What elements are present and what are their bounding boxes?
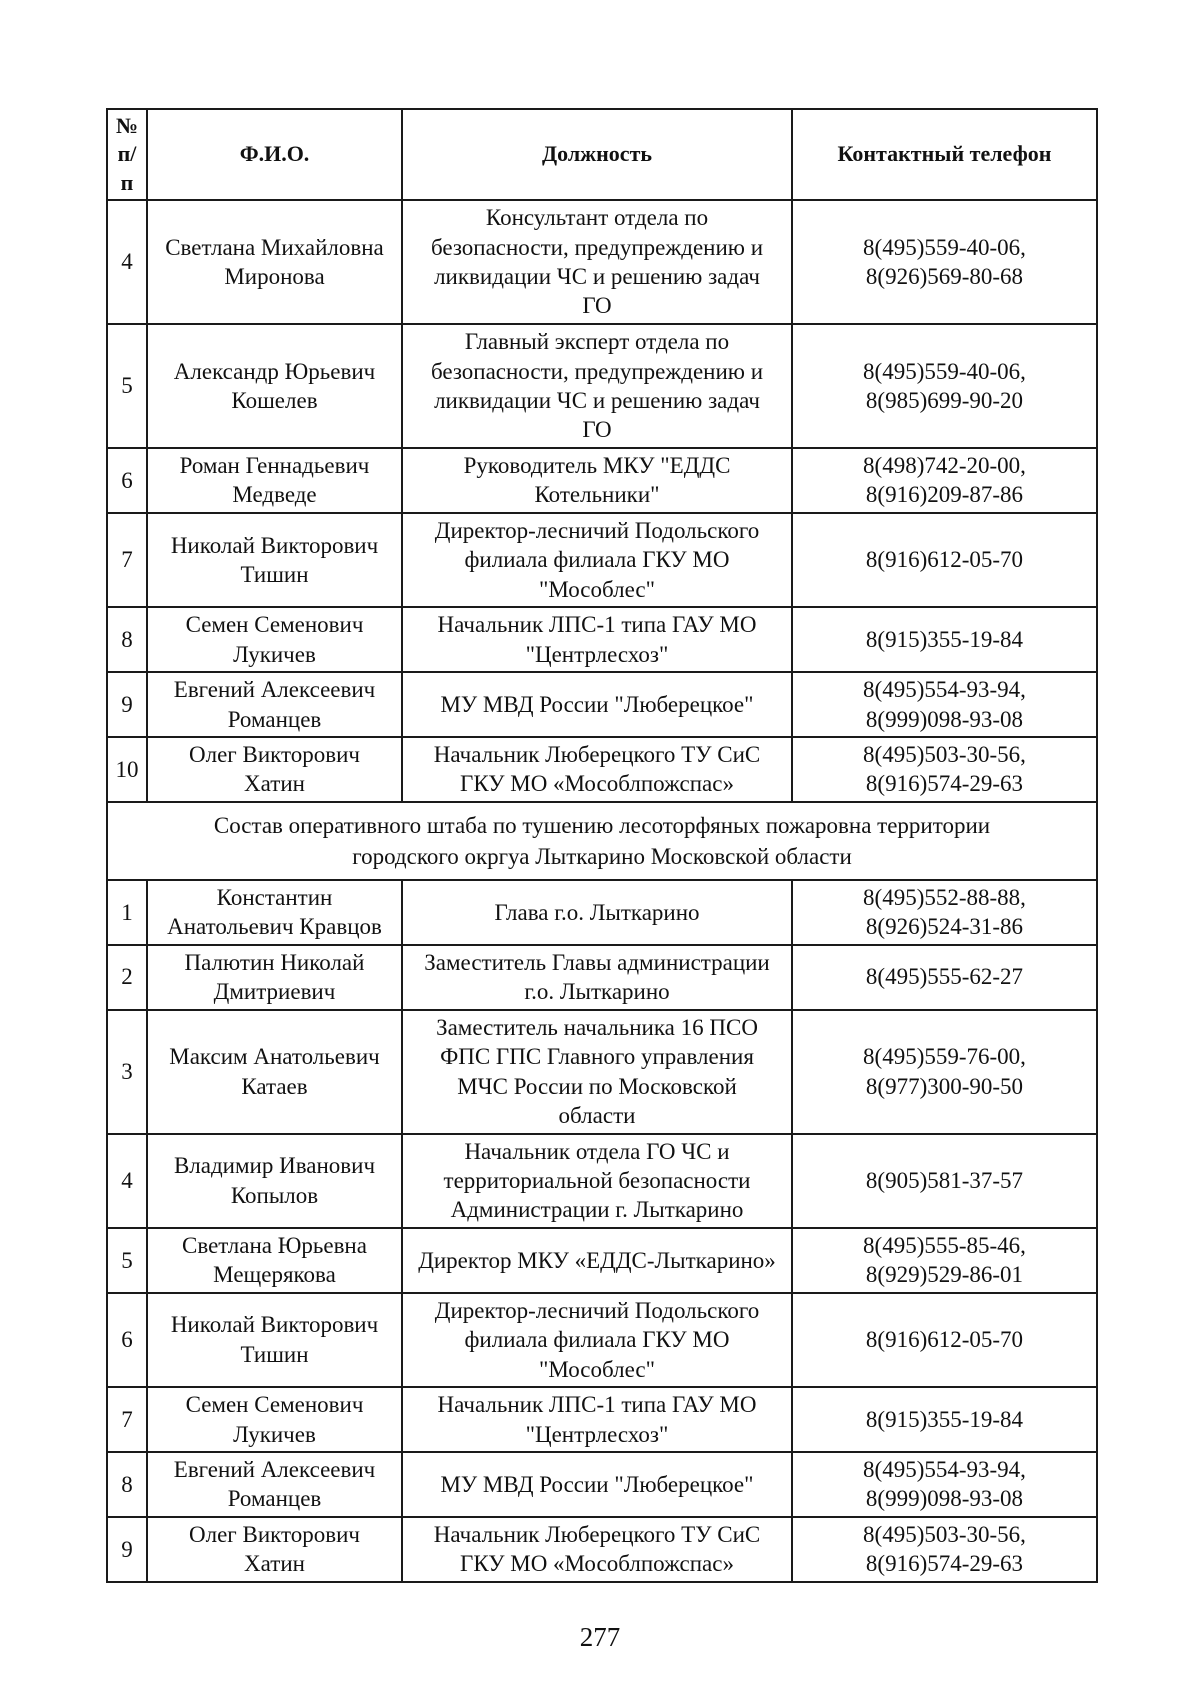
section-title-text: Состав оперативного штаба по тушению лесоторфяных пожаровна территории городского окргуа Лыткарино Московской области — [213, 812, 991, 869]
cell-phone: 8(495)552-88-88, 8(926)524-31-86 — [792, 880, 1097, 945]
cell-position: Директор-лесничий Подольского филиала филиала ГКУ МО "Мособлес" — [402, 513, 792, 607]
cell-num: 9 — [107, 672, 147, 737]
table-row — [107, 1452, 1097, 1517]
cell-position: Начальник Люберецкого ТУ СиС ГКУ МО «Мособлпожспас» — [402, 1517, 792, 1582]
cell-fio: Николай Викторович Тишин — [147, 1293, 402, 1387]
header-row — [107, 109, 1097, 200]
cell-num: 2 — [107, 945, 147, 1010]
cell-fio: Палютин Николай Дмитриевич — [147, 945, 402, 1010]
cell-fio: Константин Анатольевич Кравцов — [147, 880, 402, 945]
contacts-table — [106, 108, 1098, 1583]
table-row — [107, 513, 1097, 607]
cell-num: 10 — [107, 737, 147, 802]
cell-position: Консультант отдела по безопасности, предупреждению и ликвидации ЧС и решению задач ГО — [402, 200, 792, 324]
section-title-row — [107, 802, 1097, 880]
cell-position: Начальник Люберецкого ТУ СиС ГКУ МО «Мособлпожспас» — [402, 737, 792, 802]
cell-num: 6 — [107, 448, 147, 513]
cell-phone: 8(915)355-19-84 — [792, 607, 1097, 672]
cell-phone: 8(495)559-40-06, 8(985)699-90-20 — [792, 324, 1097, 448]
cell-num: 7 — [107, 513, 147, 607]
cell-phone: 8(495)503-30-56, 8(916)574-29-63 — [792, 737, 1097, 802]
table-row — [107, 880, 1097, 945]
section-title — [107, 802, 1097, 880]
cell-position: Руководитель МКУ "ЕДДС Котельники" — [402, 448, 792, 513]
cell-fio: Евгений Алексеевич Романцев — [147, 672, 402, 737]
header-position: Должность — [402, 109, 792, 200]
cell-position: Директор МКУ «ЕДДС-Лыткарино» — [402, 1228, 792, 1293]
table-row — [107, 1517, 1097, 1582]
table-row — [107, 448, 1097, 513]
cell-phone: 8(915)355-19-84 — [792, 1387, 1097, 1452]
header-num-text: № п/ п — [115, 113, 139, 195]
cell-fio: Светлана Юрьевна Мещерякова — [147, 1228, 402, 1293]
cell-num: 4 — [107, 1134, 147, 1228]
table-row — [107, 324, 1097, 448]
table-row — [107, 1228, 1097, 1293]
cell-phone: 8(495)555-85-46, 8(929)529-86-01 — [792, 1228, 1097, 1293]
cell-num: 5 — [107, 324, 147, 448]
table-row — [107, 1293, 1097, 1387]
cell-phone: 8(498)742-20-00, 8(916)209-87-86 — [792, 448, 1097, 513]
cell-phone: 8(495)559-40-06, 8(926)569-80-68 — [792, 200, 1097, 324]
cell-position: Начальник ЛПС-1 типа ГАУ МО "Центрлесхоз" — [402, 1387, 792, 1452]
table-row — [107, 945, 1097, 1010]
table-body-part1 — [107, 200, 1097, 802]
cell-fio: Роман Геннадьевич Медведе — [147, 448, 402, 513]
cell-fio: Семен Семенович Лукичев — [147, 607, 402, 672]
cell-position: МУ МВД России "Люберецкое" — [402, 1452, 792, 1517]
table-row — [107, 1387, 1097, 1452]
cell-position: Заместитель начальника 16 ПСО ФПС ГПС Главного управления МЧС России по Московской области — [402, 1010, 792, 1134]
cell-fio: Александр Юрьевич Кошелев — [147, 324, 402, 448]
cell-position: Начальник отдела ГО ЧС и территориальной безопасности Администрации г. Лыткарино — [402, 1134, 792, 1228]
header-fio: Ф.И.О. — [147, 109, 402, 200]
cell-num: 1 — [107, 880, 147, 945]
cell-phone: 8(495)555-62-27 — [792, 945, 1097, 1010]
table-row — [107, 672, 1097, 737]
cell-position: Директор-лесничий Подольского филиала филиала ГКУ МО "Мособлес" — [402, 1293, 792, 1387]
cell-phone: 8(495)554-93-94, 8(999)098-93-08 — [792, 672, 1097, 737]
table-row — [107, 607, 1097, 672]
cell-num: 3 — [107, 1010, 147, 1134]
cell-fio: Евгений Алексеевич Романцев — [147, 1452, 402, 1517]
cell-fio: Владимир Иванович Копылов — [147, 1134, 402, 1228]
header-phone: Контактный телефон — [792, 109, 1097, 200]
cell-num: 8 — [107, 1452, 147, 1517]
cell-position: Глава г.о. Лыткарино — [402, 880, 792, 945]
cell-fio: Николай Викторович Тишин — [147, 513, 402, 607]
cell-num: 8 — [107, 607, 147, 672]
page-number: 277 — [579, 1622, 621, 1652]
cell-fio: Семен Семенович Лукичев — [147, 1387, 402, 1452]
cell-num: 5 — [107, 1228, 147, 1293]
cell-fio: Светлана Михайловна Миронова — [147, 200, 402, 324]
cell-position: Заместитель Главы администрации г.о. Лыткарино — [402, 945, 792, 1010]
cell-phone: 8(916)612-05-70 — [792, 513, 1097, 607]
cell-num: 4 — [107, 200, 147, 324]
table-row — [107, 1010, 1097, 1134]
section-title-body — [107, 802, 1097, 880]
cell-fio: Олег Викторович Хатин — [147, 737, 402, 802]
cell-num: 6 — [107, 1293, 147, 1387]
cell-phone: 8(495)503-30-56, 8(916)574-29-63 — [792, 1517, 1097, 1582]
cell-phone: 8(916)612-05-70 — [792, 1293, 1097, 1387]
cell-phone: 8(905)581-37-57 — [792, 1134, 1097, 1228]
cell-phone: 8(495)554-93-94, 8(999)098-93-08 — [792, 1452, 1097, 1517]
cell-fio: Максим Анатольевич Катаев — [147, 1010, 402, 1134]
cell-position: МУ МВД России "Люберецкое" — [402, 672, 792, 737]
cell-fio: Олег Викторович Хатин — [147, 1517, 402, 1582]
cell-position: Начальник ЛПС-1 типа ГАУ МО "Центрлесхоз" — [402, 607, 792, 672]
table-body-part2 — [107, 880, 1097, 1582]
cell-phone: 8(495)559-76-00, 8(977)300-90-50 — [792, 1010, 1097, 1134]
table-row — [107, 200, 1097, 324]
cell-position: Главный эксперт отдела по безопасности, предупреждению и ликвидации ЧС и решению задач ГО — [402, 324, 792, 448]
table-row — [107, 737, 1097, 802]
table-row — [107, 1134, 1097, 1228]
header-num — [107, 109, 147, 200]
cell-num: 9 — [107, 1517, 147, 1582]
cell-num: 7 — [107, 1387, 147, 1452]
